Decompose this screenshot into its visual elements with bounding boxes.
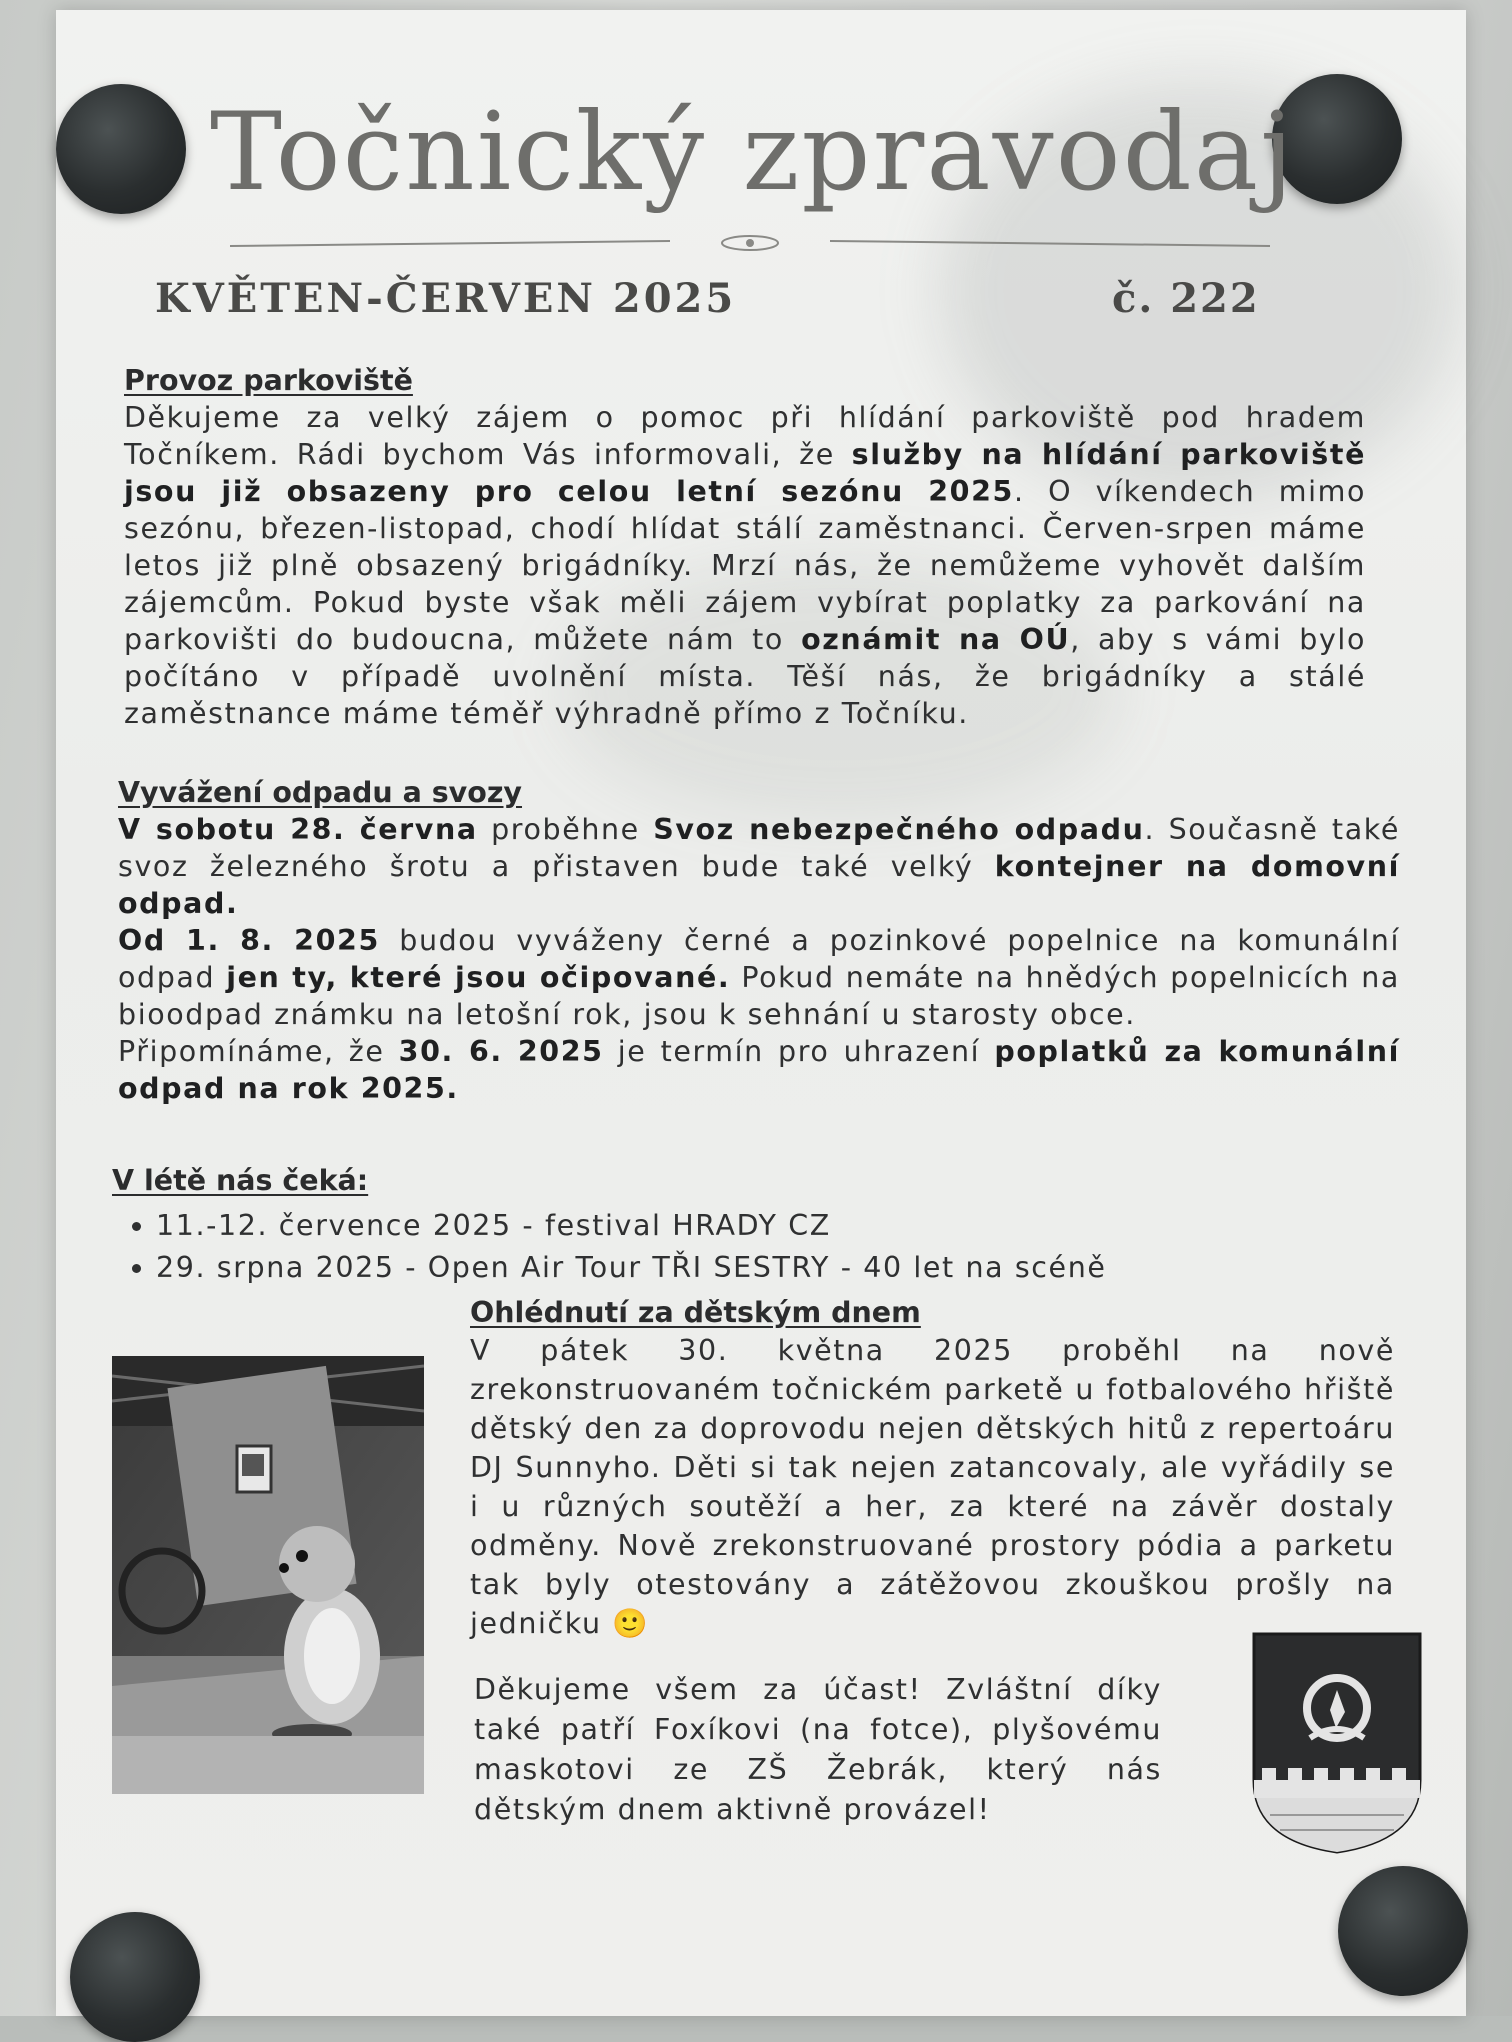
kids-day-heading: Ohlédnutí za dětským dnem [470,1296,921,1329]
summer-section [112,1162,1292,1289]
magnet-icon [70,1912,200,2042]
parking-section [124,362,1366,732]
waste-section [118,774,1400,1107]
mascot-photo [112,1356,424,1794]
issue-date: KVĚTEN-ČERVEN 2025 [155,275,737,322]
parking-heading: Provoz parkoviště [124,364,413,397]
magnet-icon [1338,1866,1468,1996]
kids-day-section [470,1294,1395,1643]
waste-heading: Vyvážení odpadu a svozy [118,776,523,809]
kids-day-text-2: Děkujeme všem za účast! Zvláštní díky také patří Foxíkovi (na fotce), plyšovému maskotovi ze ZŠ Žebrák, který nás dětským dnem aktivně provázel! [474,1673,1162,1826]
newsletter-title: Točnický zpravodaj [210,90,1296,215]
kids-day-text-1: V pátek 30. května 2025 proběhl na nově zrekonstruovaném točnickém parketě u fotbalového hřiště dětský den za doprovodu nejen dětských hitů z repertoáru DJ Sunnyho. Děti si tak nejen zatancovaly, ale vyřádily se i u různých soutěží a her, za které na závěr dostaly odměny. Nově zrekonstruované prostory pódia a parketu tak byly otestovány a zátěžovou zkouškou prošly na jedničku 🙂 [470,1334,1395,1640]
issue-number: č. 222 [1112,275,1260,322]
parking-text: Děkujeme za velký zájem o pomoc při hlídání parkoviště pod hradem Točníkem. Rádi bychom Vás informovali, že služby na hlídání parkoviště jsou již obsazeny pro celou letní sezónu 2025. O víkendech mimo sezónu, březen-listopad, chodí hlídat stálí zaměstnanci. Červen-srpen máme letos již plně obsazený brigádníky. Mrzí nás, že nemůžeme vyhovět dalším zájemcům. Pokud byste však měli zájem vybírat poplatky za parkování na parkovišti do budoucna, můžete nám to oznámit na OÚ, aby s vámi bylo počítáno v případě uvolnění místa. Těší nás, že brigádníky a stálé zaměstnance máme téměř výhradně přímo z Točníku. [124,401,1367,730]
waste-text-3: Připomínáme, že 30. 6. 2025 je termín pro uhrazení poplatků za komunální odpad na rok 2025. [118,1035,1400,1105]
magnet-icon [56,84,186,214]
divider-ornament-icon [230,232,1270,256]
waste-text-1: V sobotu 28. června proběhne Svoz nebezpečného odpadu. Současně také svoz železného šrotu a přistaven bude také velký kontejner na domovní odpad. [118,813,1400,920]
list-item: • 29. srpna 2025 - Open Air Tour TŘI SESTRY - 40 let na scéně [156,1247,1292,1289]
list-item: • 11.-12. července 2025 - festival HRADY CZ [156,1205,1292,1247]
summer-heading: V létě nás čeká: [112,1164,369,1197]
waste-text-2: Od 1. 8. 2025 budou vyváženy černé a pozinkové popelnice na komunální odpad jen ty, které jsou očipované. Pokud nemáte na hnědých popelnicích na bioodpad známku na letošní rok, jsou k sehnání u starosty obce. [118,924,1400,1031]
events-list [112,1205,1292,1289]
kids-day-thanks-section [474,1670,1162,1830]
village-coat-of-arms-icon [1250,1630,1424,1856]
